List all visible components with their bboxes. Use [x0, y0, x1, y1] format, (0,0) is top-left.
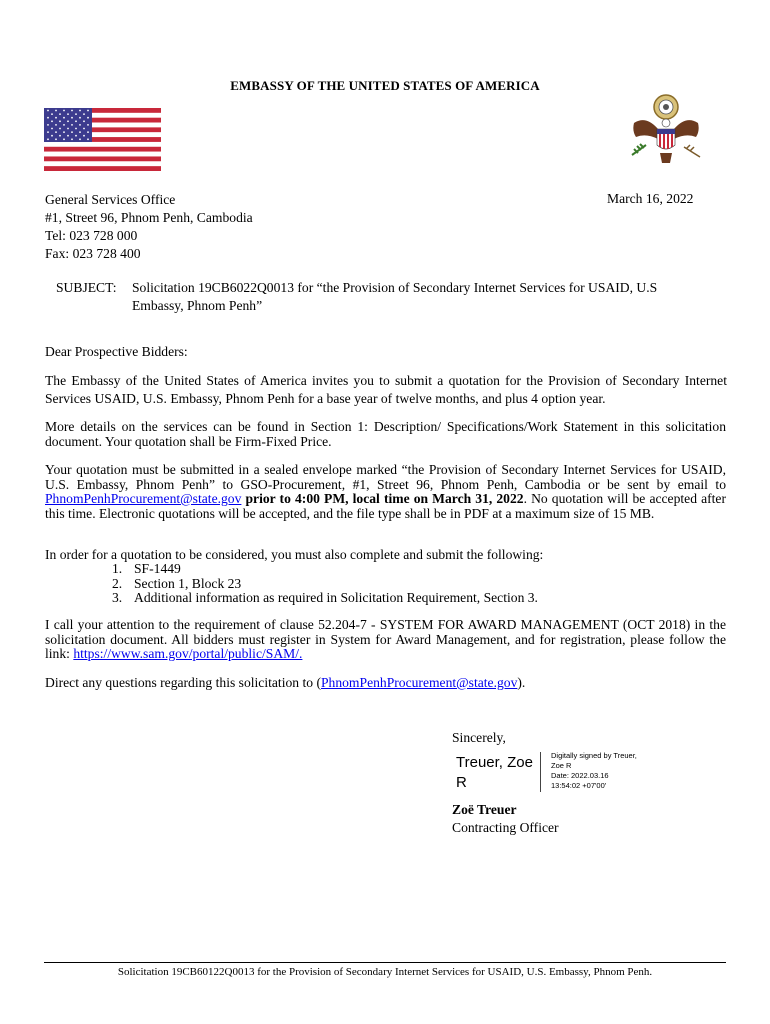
paragraph-invitation: The Embassy of the United States of America invites you to submit a quotation for the Provision of Secondary Internet Services USAID, U.S. Embassy, Phnom Penh for a base year of twelve months, and plus 4 option year.: [45, 373, 727, 406]
list-item-text: Additional information as required in Solicitation Requirement, Section 3.: [134, 590, 538, 605]
submission-deadline: prior to 4:00 PM, local time on March 31, 2022: [241, 491, 524, 506]
subject-label: SUBJECT:: [56, 280, 117, 295]
sam-text: I call your attention to the requirement of clause 52.204-7 - SYSTEM FOR AWARD MANAGEMENT (OCT 2018) in the solicitation document. All bidders must register in System for Award Management, and for registration, please follow the link:: [45, 617, 726, 661]
paragraph-questions: [45, 674, 726, 692]
subject-text-line2: Embassy, Phnom Penh”: [132, 298, 263, 313]
questions-text-end: ).: [517, 675, 526, 690]
signature-name-line1: Treuer, Zoe: [456, 754, 533, 771]
signatory-name: Zoë Treuer: [452, 802, 517, 817]
paragraph-submission: [45, 463, 726, 521]
office-name: General Services Office: [45, 192, 176, 207]
digital-signature-name[interactable]: [456, 753, 533, 793]
page-footer: Solicitation 19CB60122Q0013 for the Provision of Secondary Internet Services for USAID, U.S. Embassy, Phnom Penh.: [117, 966, 653, 978]
paragraph-requirements-intro: In order for a quotation to be considered, you must also complete and submit the following:: [45, 547, 544, 562]
us-flag-icon: [44, 108, 161, 171]
letterhead-title: EMBASSY OF THE UNITED STATES OF AMERICA: [230, 78, 540, 93]
list-item: [112, 562, 538, 577]
signatory-block: [452, 801, 559, 837]
list-item-number: 3.: [112, 590, 123, 605]
signature-meta-line: 13:54:02 +07'00': [551, 781, 607, 790]
signature-meta-line: Date: 2022.03.16: [551, 771, 609, 780]
salutation: Dear Prospective Bidders:: [45, 344, 188, 359]
requirements-list: [112, 562, 538, 606]
digital-signature-details: [551, 751, 661, 791]
submission-text: Your quotation must be submitted in a sealed envelope marked “the Provision of Secondary Internet Services for USAID, U.S. Embassy, Phnom Penh” to GSO-Procurement, #1, Street 96, Phnom Penh, Cambodia or be sent by email to: [45, 462, 726, 492]
list-item: [112, 577, 538, 592]
closing: Sincerely,: [452, 730, 506, 745]
list-item-text: SF-1449: [134, 561, 181, 576]
signature-meta-line: Digitally signed by Treuer,: [551, 751, 637, 760]
signature-meta-line: Zoe R: [551, 761, 572, 770]
footer-divider: [44, 962, 726, 963]
submission-text-end: . No quotation will be accepted after this time. Electronic quotations will be accepted, and the file type shall be in PDF at a maximum size of 15 MB.: [45, 491, 726, 521]
embassy-seal-icon: [624, 93, 707, 175]
paragraph-details: More details on the services can be found in Section 1: Description/ Specifications/Work Statement in this solicitation document. Your quotation shall be Firm-Fixed Price.: [45, 419, 726, 449]
signature-name-line2: R: [456, 774, 467, 791]
office-tel: Tel: 023 728 000: [45, 228, 138, 243]
signature-divider: [540, 752, 541, 792]
questions-text: Direct any questions regarding this solicitation to (: [45, 675, 321, 690]
questions-email-link[interactable]: PhnomPenhProcurement@state.gov: [320, 675, 518, 690]
subject-text-line1: Solicitation 19CB6022Q0013 for “the Provision of Secondary Internet Services for USAID, U.S: [132, 280, 658, 295]
letter-date: March 16, 2022: [607, 191, 694, 206]
list-item-number: 2.: [112, 575, 123, 591]
office-street: #1, Street 96, Phnom Penh, Cambodia: [45, 210, 253, 225]
procurement-email-link[interactable]: PhnomPenhProcurement@state.gov: [45, 491, 242, 506]
office-fax: Fax: 023 728 400: [45, 246, 141, 261]
signatory-title: Contracting Officer: [452, 820, 559, 835]
list-item-number: 1.: [112, 561, 123, 576]
subject-line: [56, 279, 726, 315]
office-address-block: [45, 191, 253, 263]
list-item-text: Section 1, Block 23: [134, 575, 242, 591]
list-item: [112, 591, 538, 606]
sam-link[interactable]: https://www.sam.gov/portal/public/SAM/.: [73, 646, 303, 661]
paragraph-sam: [45, 618, 726, 662]
